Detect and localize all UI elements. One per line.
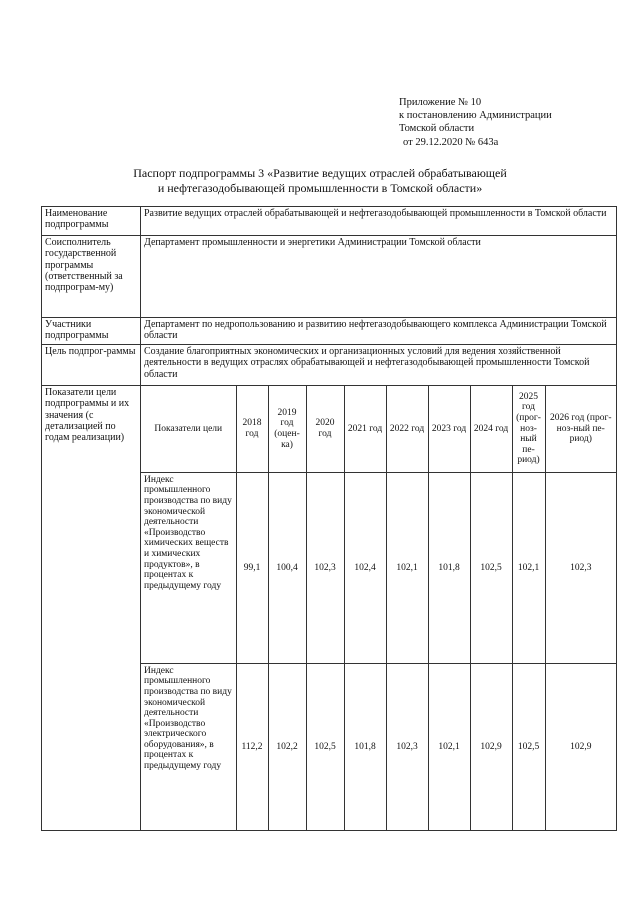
appendix-line: к постановлению Администрации — [399, 110, 552, 122]
indicator-value: 102,1 — [386, 472, 428, 663]
header-year: 2019 год (оцен-ка) — [268, 386, 306, 472]
indicator-value: 102,9 — [545, 663, 616, 830]
indicator-value: 112,2 — [236, 663, 268, 830]
row-value: Департамент промышленности и энергетики Администрации Томской области — [141, 236, 617, 318]
indicator-value: 102,3 — [386, 663, 428, 830]
indicator-value: 102,2 — [268, 663, 306, 830]
title-line: и нефтегазодобывающей промышленности в Томской области» — [157, 180, 483, 195]
row-value: Развитие ведущих отраслей обрабатывающей и нефтегазодобывающей промышленности в Томской области — [141, 207, 617, 236]
indicator-value: 102,1 — [512, 472, 545, 663]
header-indicator-name: Показатели цели — [141, 386, 236, 472]
passport-row — [42, 318, 617, 345]
row-value: Создание благоприятных экономических и организационных условий для ведения хозяйственной деятельности в ведущих отраслях обрабатывающей и нефтегазодобывающей промышленности Томской области — [141, 345, 617, 386]
indicator-name: Индекс промышленного производства по виду экономической деятельности «Производство химических веществ и химических продуктов», в процентах к предыдущему году — [141, 472, 236, 663]
indicator-value: 102,5 — [306, 663, 344, 830]
row-label: Соисполнитель государственной программы (ответственный за подпрограм-му) — [42, 236, 141, 318]
indicator-row — [141, 472, 616, 663]
appendix-block — [399, 96, 552, 149]
appendix-line: Томской области — [399, 123, 475, 135]
indicator-value: 102,3 — [545, 472, 616, 663]
indicator-value: 102,4 — [344, 472, 386, 663]
passport-row — [42, 386, 617, 831]
header-year: 2021 год — [344, 386, 386, 472]
indicator-value: 99,1 — [236, 472, 268, 663]
appendix-line: Приложение № 10 — [399, 97, 482, 108]
indicator-value: 102,5 — [512, 663, 545, 830]
page-title — [60, 166, 580, 195]
indicator-row — [141, 663, 616, 830]
indicator-name: Индекс промышленного производства по виду экономической деятельности «Производство электрического оборудования», в процентах к предыдущему году — [141, 663, 236, 830]
indicators-table — [141, 386, 616, 830]
header-year: 2022 год — [386, 386, 428, 472]
header-year: 2023 год — [428, 386, 470, 472]
row-label: Показатели цели подпрограммы и их значения (с детализацией по годам реализации) — [42, 386, 141, 831]
header-year: 2020 год — [306, 386, 344, 472]
indicator-value: 100,4 — [268, 472, 306, 663]
header-year: 2025 год (прог-ноз-ный пе-риод) — [512, 386, 545, 472]
row-label: Цель подпрог-раммы — [42, 345, 141, 386]
header-year: 2018 год — [236, 386, 268, 472]
appendix-line: от 29.12.2020 № 643а — [403, 136, 499, 148]
row-value: Департамент по недропользованию и развитию нефтегазодобывающего комплекса Администрации Томской области — [141, 318, 617, 345]
indicator-value: 102,9 — [470, 663, 512, 830]
passport-row — [42, 345, 617, 386]
row-label: Участники подпрограммы — [42, 318, 141, 345]
indicators-cell — [141, 386, 617, 831]
indicator-value: 101,8 — [428, 472, 470, 663]
row-label: Наименование подпрограммы — [42, 207, 141, 236]
header-year: 2024 год — [470, 386, 512, 472]
indicator-value: 102,5 — [470, 472, 512, 663]
header-year: 2026 год (прог-ноз-ный пе-риод) — [545, 386, 616, 472]
indicators-header-row — [141, 386, 616, 472]
title-line: Паспорт подпрограммы 3 «Развитие ведущих отраслей обрабатывающей — [133, 166, 507, 180]
passport-row — [42, 207, 617, 236]
passport-table — [41, 206, 617, 831]
indicator-value: 102,3 — [306, 472, 344, 663]
indicator-value: 101,8 — [344, 663, 386, 830]
indicator-value: 102,1 — [428, 663, 470, 830]
passport-row — [42, 236, 617, 318]
